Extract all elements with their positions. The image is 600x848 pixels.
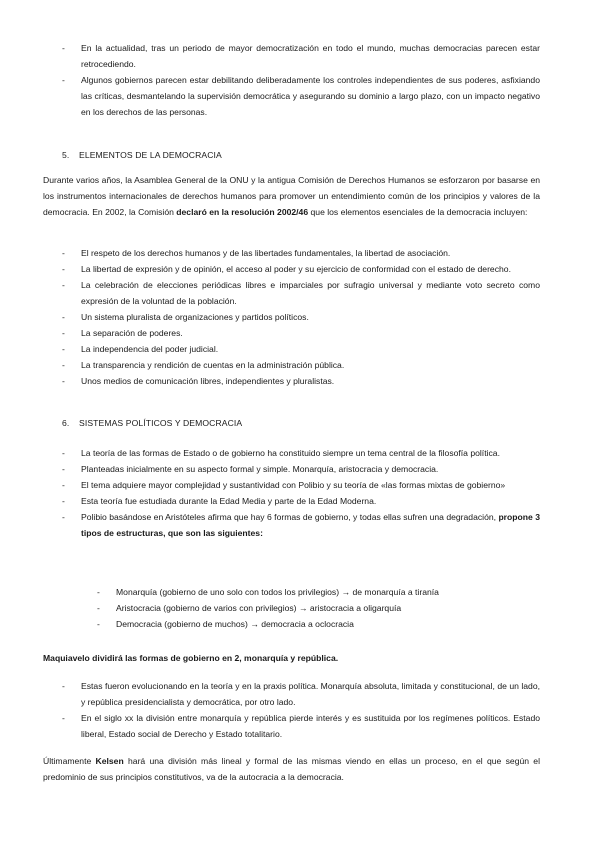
section-title: ELEMENTOS DE LA DEMOCRACIA <box>79 150 222 160</box>
list-item: - La teoría de las formas de Estado o de gobierno ha constituido siempre un tema central de la filosofía política. <box>62 445 540 461</box>
section-6-heading <box>62 415 540 431</box>
list-item: - La celebración de elecciones periódicas libres e imparciales por sufragio universal y mediante voto secreto como expresión de la voluntad de la población. <box>62 277 540 309</box>
section-title: SISTEMAS POLÍTICOS Y DEMOCRACIA <box>79 418 243 428</box>
list-item: - Unos medios de comunicación libres, independientes y pluralistas. <box>62 373 540 389</box>
list-item: - La transparencia y rendición de cuentas en la administración pública. <box>62 357 540 373</box>
list-item: - Algunos gobiernos parecen estar debilitando deliberadamente los controles independientes de sus poderes, asfixiando las críticas, desmantelando la supervisión democrática y asegurando su dominio a largo plazo, con un impacto negativo en los derechos de las personas. <box>62 72 540 120</box>
list-item: - La independencia del poder judicial. <box>62 341 540 357</box>
list-item: - Polibio basándose en Aristóteles afirma que hay 6 formas de gobierno, y todas ellas sufren una degradación, propone 3 tipos de estructuras, que son las siguientes: <box>62 509 540 541</box>
list-item: - Democracia (gobierno de muchos) → democracia a oclocracia <box>97 616 540 632</box>
kelsen-paragraph: Últimamente Kelsen hará una división más lineal y formal de las mismas viendo en ellas un proceso, en el que según el predominio de sus principios constitutivos, va de la autocracia a la democracia. <box>43 756 540 782</box>
list-item: - El respeto de los derechos humanos y de las libertades fundamentales, la libertad de asociación. <box>62 245 540 261</box>
maquiavelo-list <box>62 678 540 742</box>
list-item: - Esta teoría fue estudiada durante la Edad Media y parte de la Edad Moderna. <box>62 493 540 509</box>
list-item: - En el siglo xx la división entre monarquía y república pierde interés y es sustituida por los regímenes políticos. Estado liberal, Estado social de Derecho y Estado totalitario. <box>62 710 540 742</box>
list-item: - Monarquía (gobierno de uno solo con todos los privilegios) → de monarquía a tiranía <box>97 584 540 600</box>
list-item: - El tema adquiere mayor complejidad y sustantividad con Polibio y su teoría de «las formas mixtas de gobierno» <box>62 477 540 493</box>
section-number: 6. <box>62 418 70 428</box>
political-systems-list <box>62 445 540 541</box>
section-5-intro: Durante varios años, la Asamblea General de la ONU y la antigua Comisión de Derechos Humanos se esforzaron por basarse en los instrumentos internacionales de derechos humanos para promover un entendimiento común de los principios y valores de la democracia. En 2002, la Comisión declaró en la resolución 2002/46 que los elementos esenciales de la democracia incluyen: <box>43 175 540 217</box>
list-item: - Un sistema pluralista de organizaciones y partidos políticos. <box>62 309 540 325</box>
kelsen-name: Kelsen <box>95 756 124 766</box>
democracy-elements-list <box>62 245 540 389</box>
section-5-heading <box>62 147 540 163</box>
list-item: - Planteadas inicialmente en su aspecto formal y simple. Monarquía, aristocracia y democracia. <box>62 461 540 477</box>
top-bullet-list <box>62 40 540 120</box>
list-item: - La libertad de expresión y de opinión, el acceso al poder y su ejercicio de conformidad con el estado de derecho. <box>62 261 540 277</box>
government-forms-sublist <box>97 584 540 632</box>
maquiavelo-statement: Maquiavelo dividirá las formas de gobierno en 2, monarquía y república. <box>43 653 339 663</box>
list-item: - La separación de poderes. <box>62 325 540 341</box>
resolution-reference: declaró en la resolución 2002/46 <box>176 207 309 217</box>
section-number: 5. <box>62 150 70 160</box>
list-item: - En la actualidad, tras un periodo de mayor democratización en todo el mundo, muchas democracias parecen estar retrocediendo. <box>62 40 540 72</box>
list-item: - Aristocracia (gobierno de varios con privilegios) → aristocracia a oligarquía <box>97 600 540 616</box>
list-item: - Estas fueron evolucionando en la teoría y en la praxis política. Monarquía absoluta, limitada y constitucional, de un lado, y república presidencialista y democrática, por otro lado. <box>62 678 540 710</box>
structures-emphasis: propone 3 tipos de estructuras, que son las siguientes: <box>81 512 540 538</box>
